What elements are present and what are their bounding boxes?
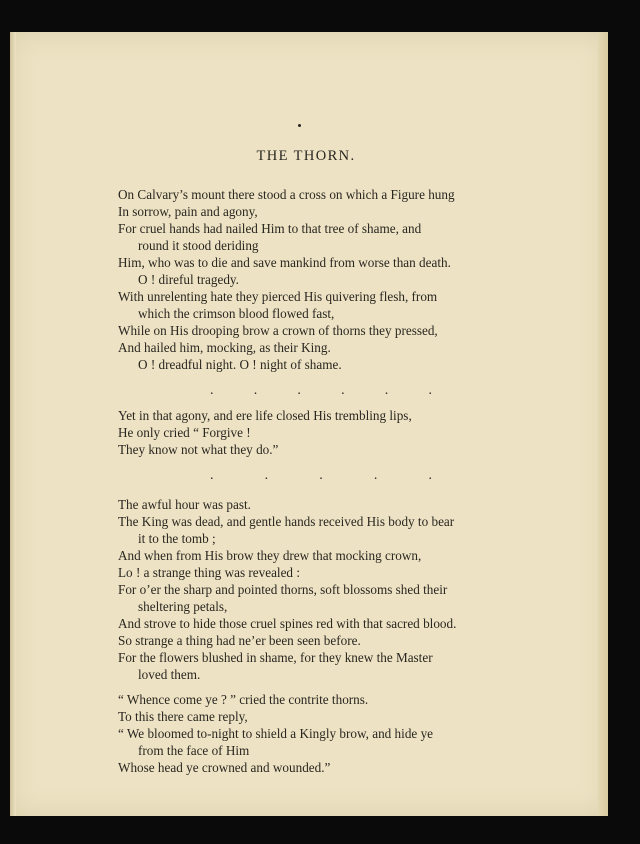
separator-dot: . bbox=[297, 382, 301, 398]
separator-dot: . bbox=[384, 382, 389, 398]
poem-line: While on His drooping brow a crown of thorns they pressed, bbox=[118, 323, 438, 338]
separator-dot: . bbox=[341, 382, 345, 398]
poem-line: So strange a thing had ne’er been seen before. bbox=[118, 633, 361, 648]
poem-line: round it stood deriding bbox=[138, 238, 259, 253]
stanza-2 bbox=[118, 407, 504, 458]
separator-dots-2 bbox=[118, 458, 504, 492]
poem-line: which the crimson blood flowed fast, bbox=[138, 306, 335, 321]
poem-line: And when from His brow they drew that mocking crown, bbox=[118, 548, 422, 563]
separator-dots-1 bbox=[118, 373, 504, 407]
poem-line: sheltering petals, bbox=[138, 599, 228, 614]
page-edge bbox=[598, 32, 608, 816]
poem-line: And hailed him, mocking, as their King. bbox=[118, 340, 331, 355]
poem-line: In sorrow, pain and agony, bbox=[118, 204, 258, 219]
poem-line: For the flowers blushed in shame, for they knew the Master bbox=[118, 650, 433, 665]
ornament-dot bbox=[298, 124, 301, 127]
poem-line: They know not what they do.” bbox=[118, 442, 279, 457]
poem-line: Yet in that agony, and ere life closed His trembling lips, bbox=[118, 408, 412, 423]
separator-dot: . bbox=[428, 467, 432, 483]
stanza-4 bbox=[118, 691, 504, 776]
stanza-1 bbox=[118, 186, 504, 373]
poem-line: Whose head ye crowned and wounded.” bbox=[118, 760, 331, 775]
poem-line: Lo ! a strange thing was revealed : bbox=[118, 565, 300, 580]
poem-line: from the face of Him bbox=[138, 743, 250, 758]
poem-line: To this there came reply, bbox=[118, 709, 248, 724]
poem-line: For cruel hands had nailed Him to that tree of shame, and bbox=[118, 221, 422, 236]
separator-dot: . bbox=[319, 467, 323, 483]
stanza-3 bbox=[118, 496, 504, 683]
poem-title: THE THORN. bbox=[256, 148, 356, 164]
poem-line: Him, who was to die and save mankind from worse than death. bbox=[118, 255, 451, 270]
poem-line: “ Whence come ye ? ” cried the contrite thorns. bbox=[118, 692, 369, 707]
separator-dot: . bbox=[210, 467, 214, 483]
poem-line: “ We bloomed to-night to shield a Kingly brow, and hide ye bbox=[118, 726, 434, 741]
separator-dot: . bbox=[253, 382, 258, 398]
poem-line: it to the tomb ; bbox=[138, 531, 216, 546]
poem-line: The awful hour was past. bbox=[118, 497, 251, 512]
poem-body bbox=[118, 186, 504, 776]
separator-dot: . bbox=[264, 467, 269, 483]
poem-line: For o’er the sharp and pointed thorns, soft blossoms shed their bbox=[118, 582, 448, 597]
poem-line: O ! direful tragedy. bbox=[138, 272, 239, 287]
poem-line: With unrelenting hate they pierced His quivering flesh, from bbox=[118, 289, 438, 304]
poem-line: O ! dreadful night. O ! night of shame. bbox=[138, 357, 342, 372]
poem-line: loved them. bbox=[138, 667, 201, 682]
separator-dot: . bbox=[373, 467, 378, 483]
poem-line: He only cried “ Forgive ! bbox=[118, 425, 251, 440]
poem-line: The King was dead, and gentle hands received His body to bear bbox=[118, 514, 455, 529]
page-fold bbox=[10, 32, 16, 816]
separator-dot: . bbox=[428, 382, 432, 398]
poem-line: On Calvary’s mount there stood a cross on which a Figure hung bbox=[118, 187, 455, 202]
poem-line: And strove to hide those cruel spines red with that sacred blood. bbox=[118, 616, 457, 631]
separator-dot: . bbox=[210, 382, 214, 398]
